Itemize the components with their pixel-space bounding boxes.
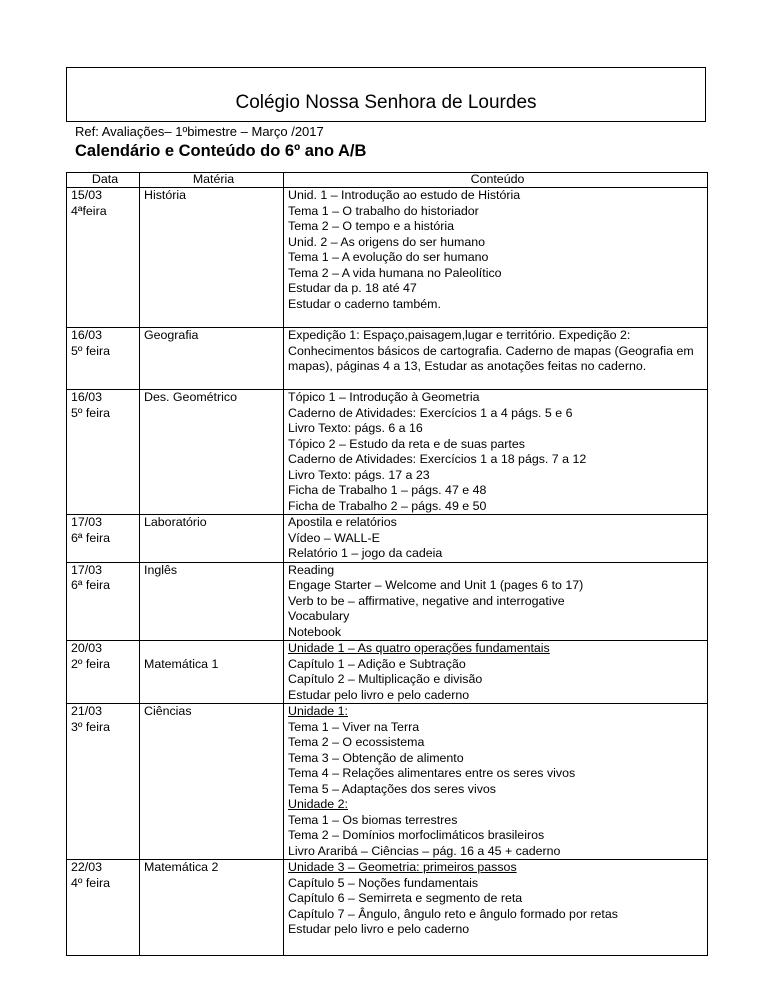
content-line: Tema 4 – Relações alimentares entre os seres vivos	[288, 766, 576, 780]
content-line: Estudar o caderno também.	[288, 296, 441, 311]
date: 16/03	[71, 328, 103, 342]
content-line: Tema 5 – Adaptações dos seres vivos	[288, 781, 497, 796]
weekday: 4ªfeira	[71, 203, 107, 218]
content-line: Tópico 2 – Estudo da reta e de suas partes	[288, 436, 525, 451]
weekday: 6ª feira	[71, 578, 111, 592]
content-cell	[284, 188, 708, 328]
date-cell	[67, 641, 140, 704]
date-cell	[67, 562, 140, 641]
subject-cell	[140, 562, 284, 641]
table-row	[67, 641, 708, 704]
content-line: Capítulo 7 – Ângulo, ângulo reto e ângulo formado por retas	[288, 906, 618, 921]
content-line: Estudar pelo livro e pelo caderno	[288, 687, 470, 702]
content-line: Livro Araribá – Ciências – pág. 16 a 45 + caderno	[288, 843, 561, 858]
table-row	[67, 704, 708, 860]
subject: Geografia	[144, 328, 199, 342]
header-box	[66, 67, 706, 122]
weekday: 5º feira	[71, 405, 110, 420]
content-paragraph: Expedição 1: Espaço,paisagem,lugar e território. Expedição 2: Conhecimentos básicos de cartografia. Caderno de mapas (Geografia em mapas), páginas 4 a 13, Estudar as anotações feitas no caderno.	[288, 328, 694, 373]
table-header-row	[67, 173, 708, 188]
content-line: Tema 1 – Viver na Terra	[288, 719, 420, 734]
page-title: Calendário e Conteúdo do 6º ano A/B	[75, 142, 367, 160]
content-line: Unidade 2:	[288, 797, 348, 811]
subject-cell	[140, 188, 284, 328]
subject: Des. Geométrico	[144, 390, 237, 404]
subject-cell	[140, 860, 284, 956]
content-cell	[284, 515, 708, 563]
content-line: Tema 2 – O ecossistema	[288, 735, 425, 749]
table-row	[67, 860, 708, 956]
content-line: Unidade 1:	[288, 704, 348, 718]
content-line: Capítulo 2 – Multiplicação e divisão	[288, 672, 483, 686]
content-line: Tema 2 – O tempo e a história	[288, 219, 454, 233]
table-row	[67, 390, 708, 515]
content-line: Tópico 1 – Introdução à Geometria	[288, 390, 480, 404]
subject-cell	[140, 328, 284, 390]
content-line: Caderno de Atividades: Exercícios 1 a 18 págs. 7 a 12	[288, 452, 587, 466]
content-line: Relatório 1 – jogo da cadeia	[288, 546, 443, 560]
content-cell	[284, 860, 708, 956]
content-cell	[284, 704, 708, 860]
content-line: Ficha de Trabalho 1 – págs. 47 e 48	[288, 483, 487, 497]
content-cell	[284, 641, 708, 704]
content-line: Livro Texto: págs. 6 a 16	[288, 421, 423, 435]
content-cell	[284, 562, 708, 641]
content-line: Ficha de Trabalho 2 – págs. 49 e 50	[288, 498, 487, 513]
table-row	[67, 515, 708, 563]
content-line: Estudar da p. 18 até 47	[288, 281, 417, 295]
subject-cell	[140, 390, 284, 515]
content-cell	[284, 328, 708, 390]
content-line: Tema 1 – Os biomas terrestres	[288, 812, 458, 827]
content-line: Vídeo – WALL-E	[288, 530, 380, 545]
content-line: Vocabulary	[288, 609, 350, 623]
table-row	[67, 188, 708, 328]
date-cell	[67, 390, 140, 515]
date: 21/03	[71, 704, 103, 718]
content-line: Unid. 2 – As origens do ser humano	[288, 234, 485, 249]
content-line: Verb to be – affirmative, negative and interrogative	[288, 593, 565, 608]
subject: Inglês	[144, 562, 178, 577]
school-title: Colégio Nossa Senhora de Lourdes	[235, 92, 537, 113]
date: 22/03	[71, 860, 103, 874]
content-cell	[284, 390, 708, 515]
date-cell	[67, 860, 140, 956]
weekday: 5º feira	[71, 343, 110, 358]
date-cell	[67, 515, 140, 563]
date-cell	[67, 328, 140, 390]
date-cell	[67, 704, 140, 860]
content-line: Tema 3 – Obtenção de alimento	[288, 750, 464, 765]
content-line: Notebook	[288, 624, 342, 639]
content-line: Tema 1 – O trabalho do historiador	[288, 203, 479, 218]
calendar-table	[66, 172, 708, 956]
content-line: Unidade 1 – As quatro operações fundamentais	[288, 641, 550, 655]
date: 17/03	[71, 515, 103, 529]
content-line: Estudar pelo livro e pelo caderno	[288, 922, 470, 936]
header-subject: Matéria	[140, 173, 284, 188]
content-line: Unid. 1 – Introdução ao estudo de História	[288, 188, 521, 202]
content-line: Caderno de Atividades: Exercícios 1 a 4 págs. 5 e 6	[288, 405, 573, 420]
weekday: 3º feira	[71, 719, 110, 734]
content-line: Reading	[288, 562, 335, 577]
subject: Matemática 2	[144, 860, 219, 874]
content-line: Capítulo 5 – Noções fundamentais	[288, 875, 479, 890]
content-line: Engage Starter – Welcome and Unit 1 (pages 6 to 17)	[288, 578, 584, 592]
header-date: Data	[67, 173, 140, 188]
content-line: Livro Texto: págs. 17 a 23	[288, 467, 430, 482]
table-row	[67, 562, 708, 641]
subject: Laboratório	[144, 515, 207, 529]
reference-line: Ref: Avaliações– 1ºbimestre – Março /2017	[75, 124, 324, 139]
header-content: Conteúdo	[284, 173, 708, 188]
weekday: 2º feira	[71, 656, 110, 671]
table-row	[67, 328, 708, 390]
subject: Ciências	[144, 704, 192, 718]
content-line: Capítulo 1 – Adição e Subtração	[288, 656, 466, 671]
weekday: 6ª feira	[71, 530, 111, 545]
content-line: Tema 2 – Domínios morfoclimáticos brasileiros	[288, 828, 545, 842]
date: 17/03	[71, 562, 103, 577]
weekday: 4º feira	[71, 875, 110, 890]
date: 20/03	[71, 641, 103, 655]
subject-cell	[140, 641, 284, 704]
content-line: Tema 1 – A evolução do ser humano	[288, 250, 489, 264]
content-line: Unidade 3 – Geometria: primeiros passos	[288, 860, 517, 874]
date-cell	[67, 188, 140, 328]
date: 15/03	[71, 188, 103, 202]
date: 16/03	[71, 390, 103, 404]
content-line: Apostila e relatórios	[288, 515, 397, 529]
subject-cell	[140, 704, 284, 860]
subject: Matemática 1	[144, 656, 219, 671]
subject: História	[144, 188, 186, 202]
content-line: Tema 2 – A vida humana no Paleolítico	[288, 265, 502, 280]
subject-cell	[140, 515, 284, 563]
content-line: Capítulo 6 – Semirreta e segmento de reta	[288, 891, 523, 905]
